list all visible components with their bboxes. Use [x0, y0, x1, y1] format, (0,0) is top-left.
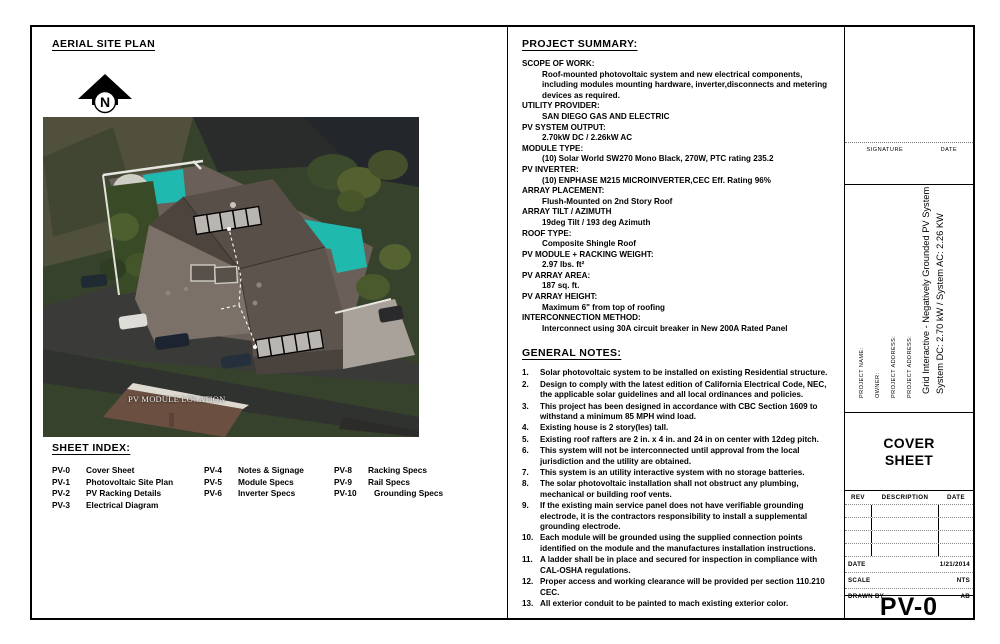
sheet-index-code: PV-4 [204, 465, 222, 475]
note-text: The solar photovoltaic installation shall not obstruct any plumbing, mechanical or building roof vents. [540, 478, 799, 499]
spec-key: ROOF TYPE: [522, 228, 572, 238]
general-note [522, 368, 836, 379]
sheet-index-item[interactable] [52, 477, 186, 489]
note-number: 3. [522, 401, 529, 411]
note-number: 9. [522, 500, 529, 510]
meta-key: DRAWN BY [848, 593, 885, 600]
revision-cell-rev[interactable] [845, 544, 872, 556]
note-text: This project has been designed in accordance with CBC Section 1609 to withstand a minimum 85 MPH wind load. [540, 401, 818, 422]
signature-date-label: DATE [940, 147, 958, 153]
general-note [522, 446, 836, 467]
spec-key: PV MODULE + RACKING WEIGHT: [522, 249, 654, 259]
sheet-title-area [845, 412, 973, 490]
revision-cell-rev[interactable] [845, 505, 872, 517]
revision-col-description: DESCRIPTION [881, 494, 929, 501]
note-number: 2. [522, 379, 529, 389]
note-number: 4. [522, 423, 529, 433]
general-note [522, 533, 836, 554]
revision-col-rev: REV [851, 494, 865, 501]
project-info-area [845, 184, 973, 412]
note-text: Existing roof rafters are 2 in. x 4 in. and 24 in on center with 12deg pitch. [540, 434, 819, 444]
general-note [522, 577, 836, 598]
sheet-index-item[interactable] [334, 488, 443, 500]
general-note [522, 468, 836, 479]
sheet-title-line-2: SHEET [884, 451, 934, 468]
revision-cell-date[interactable] [939, 518, 973, 530]
signature-row[interactable] [845, 142, 973, 184]
sheet-index-column [334, 465, 443, 511]
spec-value: 2.70kW DC / 2.26kW AC [542, 133, 633, 143]
revision-cell-description[interactable] [872, 518, 939, 530]
system-description-line-1: Grid Interactive - Negatively Grounded PV System [921, 186, 931, 394]
note-number: 8. [522, 478, 529, 488]
sheet-index-name: Rail Specs [368, 476, 410, 487]
spec-value: 19deg Tilt / 193 deg Azimuth [542, 217, 651, 227]
spec-key: PV INVERTER: [522, 164, 579, 174]
note-text: Proper access and working clearance will be provided per section 110.210 CEC. [540, 577, 825, 597]
general-note [522, 555, 836, 576]
sheet-index-item[interactable] [334, 465, 443, 477]
spec-key: ARRAY TILT / AZIMUTH [522, 207, 612, 217]
sheet-index-code: PV-5 [204, 476, 222, 487]
sheet-index-code: PV-2 [52, 488, 70, 499]
spec-value: Flush-Mounted on 2nd Story Roof [542, 196, 673, 206]
revision-cell-date[interactable] [939, 544, 973, 556]
owner-label: OWNER: [875, 372, 881, 398]
title-block [845, 27, 973, 621]
revision-col-date: DATE [947, 494, 965, 501]
sheet-index-name: Grounding Specs [374, 488, 444, 499]
note-number: 10. [522, 533, 534, 543]
note-number: 13. [522, 599, 534, 609]
spec-value: 2.97 lbs. ft² [542, 260, 585, 270]
spec-list [522, 59, 836, 334]
note-text: If the existing main service panel does not have verifiable grounding electrode, it is the contractors responsibility to install a supplemental grounding electrode. [540, 500, 808, 532]
spec-key: INTERCONNECTION METHOD: [522, 313, 641, 323]
note-number: 7. [522, 467, 529, 477]
spec-value: 187 sq. ft. [542, 281, 580, 291]
general-note [522, 380, 836, 401]
sheet-index-name: Module Specs [238, 476, 294, 487]
note-text: A ladder shall be in place and secured for inspection in compliance with CAL-OSHA regulations. [540, 555, 818, 576]
note-text: Each module will be grounded using the supplied connection points identified on the module and the manufactures installation instructions. [540, 533, 816, 554]
meta-value: NTS [956, 577, 970, 584]
sheet-index-code: PV-8 [334, 465, 352, 475]
note-number: 5. [522, 434, 529, 444]
sheet-index-code: PV-3 [52, 499, 70, 510]
spec-value: (10) Solar World SW270 Mono Black, 270W, PTC rating 235.2 [542, 154, 774, 164]
sheet-index-code: PV-10 [334, 488, 357, 499]
sheet-index-item[interactable] [52, 465, 186, 477]
revision-row[interactable] [845, 504, 973, 517]
project-name-label: PROJECT NAME: [859, 347, 865, 398]
sheet-index-item[interactable] [52, 488, 186, 500]
sheet-index-name: Electrical Diagram [86, 499, 159, 510]
spec-value: Interconnect using 30A circuit breaker in New 200A Rated Panel [542, 323, 788, 333]
revision-cell-date[interactable] [939, 505, 973, 517]
sheet-index-name: Cover Sheet [86, 465, 135, 475]
revision-cell-date[interactable] [939, 531, 973, 543]
meta-value: AB [960, 593, 970, 600]
revision-cell-rev[interactable] [845, 531, 872, 543]
signature-label: SIGNATURE [866, 147, 904, 153]
aerial-site-plan-panel [32, 27, 508, 618]
stamp-area [845, 27, 973, 142]
spec-key: SCOPE OF WORK: [522, 59, 595, 68]
sheet-index-code: PV-6 [204, 488, 222, 499]
spec-key: UTILITY PROVIDER: [522, 101, 600, 111]
svg-text:N: N [99, 94, 111, 110]
pv-module-location-callout: PV MODULE LOCATION [128, 394, 226, 404]
note-text: This system will not be interconnected until approval from the local jurisdiction and the utility are obtained. [540, 445, 800, 466]
sheet-title-line-1: COVER [883, 434, 935, 451]
north-arrow-icon [74, 72, 136, 116]
sheet-index-name: Photovoltaic Site Plan [86, 476, 174, 487]
note-text: This system is an utility interactive system with no storage batteries. [540, 467, 805, 477]
meta-value: 1/21/2014 [939, 561, 970, 568]
sheet-index-title: SHEET INDEX: [52, 442, 131, 454]
general-note [522, 479, 836, 500]
spec-key: MODULE TYPE: [522, 143, 584, 153]
note-number: 11. [522, 555, 533, 565]
sheet-index-item[interactable] [334, 477, 443, 489]
meta-key: DATE [848, 561, 866, 568]
note-text: Existing house is 2 story(les) tall. [540, 423, 669, 433]
system-description-line-2: System DC: 2.70 kW / System AC: 2.26 KW [935, 213, 945, 394]
aerial-photograph [43, 117, 419, 437]
sheet-index-code: PV-9 [334, 476, 352, 487]
revision-row[interactable] [845, 517, 973, 530]
note-text: All exterior conduit to be painted to mach existing exterior color. [540, 599, 789, 609]
sheet-index-name: Racking Specs [368, 465, 428, 475]
general-note [522, 435, 836, 446]
sheet-index-code: PV-1 [52, 476, 70, 487]
spec-value: Maximum 6" from top of roofing [542, 302, 665, 312]
revision-table [845, 490, 973, 600]
revision-table-header [845, 491, 973, 504]
spec-key: ARRAY PLACEMENT: [522, 186, 605, 196]
sheet-index [52, 442, 482, 511]
sheet-index-code: PV-0 [52, 465, 70, 475]
spec-key: PV ARRAY AREA: [522, 270, 591, 280]
meta-row-scale [845, 572, 973, 588]
sheet-index-item[interactable] [204, 488, 316, 500]
note-text: Solar photovoltaic system to be installed on existing Residential structure. [540, 368, 828, 378]
sheet-index-name: PV Racking Details [86, 488, 162, 499]
sheet-index-name: Inverter Specs [238, 488, 296, 499]
revision-cell-rev[interactable] [845, 518, 872, 530]
project-summary-title: PROJECT SUMMARY: [522, 38, 638, 50]
spec-value: Composite Shingle Roof [542, 239, 636, 249]
revision-cell-description[interactable] [872, 544, 939, 556]
revision-row[interactable] [845, 543, 973, 556]
sheet-index-column [204, 465, 316, 511]
general-note [522, 423, 836, 434]
revision-cell-description[interactable] [872, 531, 939, 543]
sheet-index-item[interactable] [204, 465, 316, 477]
drawing-sheet-frame [30, 25, 975, 620]
general-notes-list [522, 368, 836, 609]
note-number: 6. [522, 445, 529, 455]
spec-value: SAN DIEGO GAS AND ELECTRIC [542, 111, 670, 121]
sheet-number: PV-0 [879, 592, 939, 621]
spec-value: (10) ENPHASE M215 MICROINVERTER,CEC Eff. Rating 96% [542, 175, 771, 185]
project-address-label: PROJECT ADDRESS: [891, 335, 897, 398]
general-note [522, 501, 836, 533]
meta-row-date [845, 556, 973, 572]
spec-key: PV ARRAY HEIGHT: [522, 292, 598, 302]
sheet-index-column [52, 465, 186, 511]
note-text: Design to comply with the latest edition of California Electrical Code, NEC, the applicable solar guidelines and all local ordinances and policies. [540, 379, 827, 400]
sheet-index-name: Notes & Signage [238, 465, 304, 475]
general-note [522, 402, 836, 423]
sheet-index-item[interactable] [204, 477, 316, 489]
note-number: 1. [522, 368, 529, 378]
project-address-label: PROJECT ADDRESS: [907, 335, 913, 398]
revision-row[interactable] [845, 530, 973, 543]
meta-key: SCALE [848, 577, 871, 584]
aerial-site-plan-title: AERIAL SITE PLAN [52, 38, 156, 50]
note-number: 12. [522, 577, 534, 587]
sheet-index-item[interactable] [52, 500, 186, 512]
general-note [522, 599, 836, 610]
sheet-number-box [845, 592, 973, 621]
general-notes-title: GENERAL NOTES: [522, 347, 622, 360]
revision-cell-description[interactable] [872, 505, 939, 517]
project-summary-panel [508, 27, 845, 618]
spec-value: Roof-mounted photovoltaic system and new electrical components, including modules mounting hardware, inverter,disconnects and metering devices as required. [542, 69, 828, 100]
spec-key: PV SYSTEM OUTPUT: [522, 122, 606, 132]
